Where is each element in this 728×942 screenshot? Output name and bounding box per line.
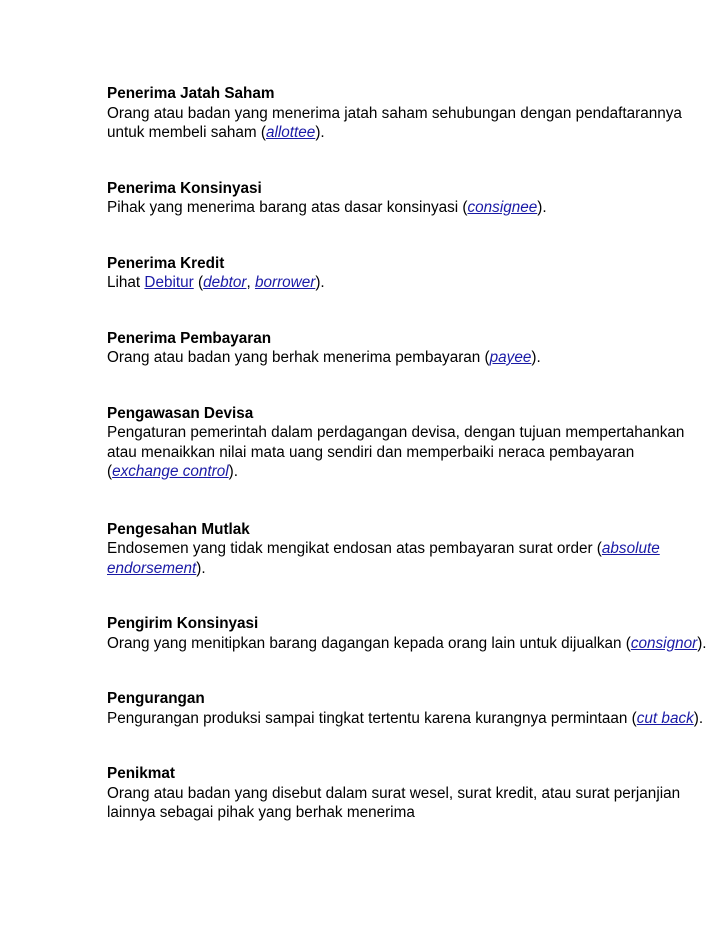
- glossary-entry: [107, 614, 707, 653]
- entry-term: Pengirim Konsinyasi: [107, 615, 259, 632]
- entry-term: Pengesahan Mutlak: [107, 520, 250, 538]
- document-page: [107, 84, 707, 823]
- translation-link[interactable]: exchange control: [112, 463, 229, 480]
- entry-term: Penerima Pembayaran: [107, 329, 272, 347]
- cross-reference-link[interactable]: Debitur: [144, 274, 194, 291]
- entry-definition: Endosemen yang tidak mengikat endosan atas pembayaran surat order (absolute endorsement).: [107, 540, 660, 577]
- translation-link[interactable]: allottee: [265, 124, 316, 141]
- entry-definition: Orang atau badan yang disebut dalam surat wesel, surat kredit, atau surat perjanjian lainnya sebagai pihak yang berhak menerima: [107, 784, 681, 821]
- translation-link[interactable]: payee: [489, 349, 532, 366]
- glossary-entry: [107, 254, 707, 293]
- entry-term: Pengawasan Devisa: [107, 404, 254, 422]
- entry-term: Pengurangan: [107, 690, 205, 707]
- glossary-entry: [107, 520, 707, 579]
- entry-definition: Pihak yang menerima barang atas dasar konsinyasi (consignee).: [107, 199, 547, 216]
- entry-term: Penerima Jatah Saham: [107, 85, 275, 102]
- translation-link[interactable]: debtor: [203, 274, 247, 291]
- translation-link[interactable]: absolute endorsement: [107, 540, 660, 577]
- glossary-entry: [107, 329, 707, 368]
- entry-term: Penerima Konsinyasi: [107, 179, 262, 197]
- entry-definition: Lihat Debitur (debtor, borrower).: [107, 274, 325, 291]
- glossary-entry: [107, 179, 707, 218]
- translation-link[interactable]: consignee: [467, 199, 538, 216]
- entry-definition: Orang yang menitipkan barang dagangan kepada orang lain untuk dijualkan (consignor).: [107, 634, 707, 652]
- glossary-entry: [107, 764, 707, 823]
- entry-definition: Orang atau badan yang menerima jatah saham sehubungan dengan pendaftarannya untuk membeli saham (allottee).: [107, 104, 682, 141]
- entry-term: Penerima Kredit: [107, 254, 225, 272]
- translation-link[interactable]: consignor: [630, 634, 698, 652]
- glossary-entry: [107, 689, 707, 728]
- glossary-entry: [107, 404, 707, 482]
- entry-definition: Pengurangan produksi sampai tingkat tertentu karena kurangnya permintaan (cut back).: [107, 709, 704, 727]
- entry-term: Penikmat: [107, 765, 176, 782]
- translation-link[interactable]: cut back: [636, 709, 694, 727]
- glossary-entry: [107, 84, 707, 143]
- translation-link[interactable]: borrower: [254, 274, 316, 291]
- entry-definition: Pengaturan pemerintah dalam perdagangan devisa, dengan tujuan mempertahankan atau menaikkan nilai mata uang sendiri dan memperbaiki neraca pembayaran (exchange control).: [107, 424, 685, 480]
- entry-definition: Orang atau badan yang berhak menerima pembayaran (payee).: [107, 349, 541, 366]
